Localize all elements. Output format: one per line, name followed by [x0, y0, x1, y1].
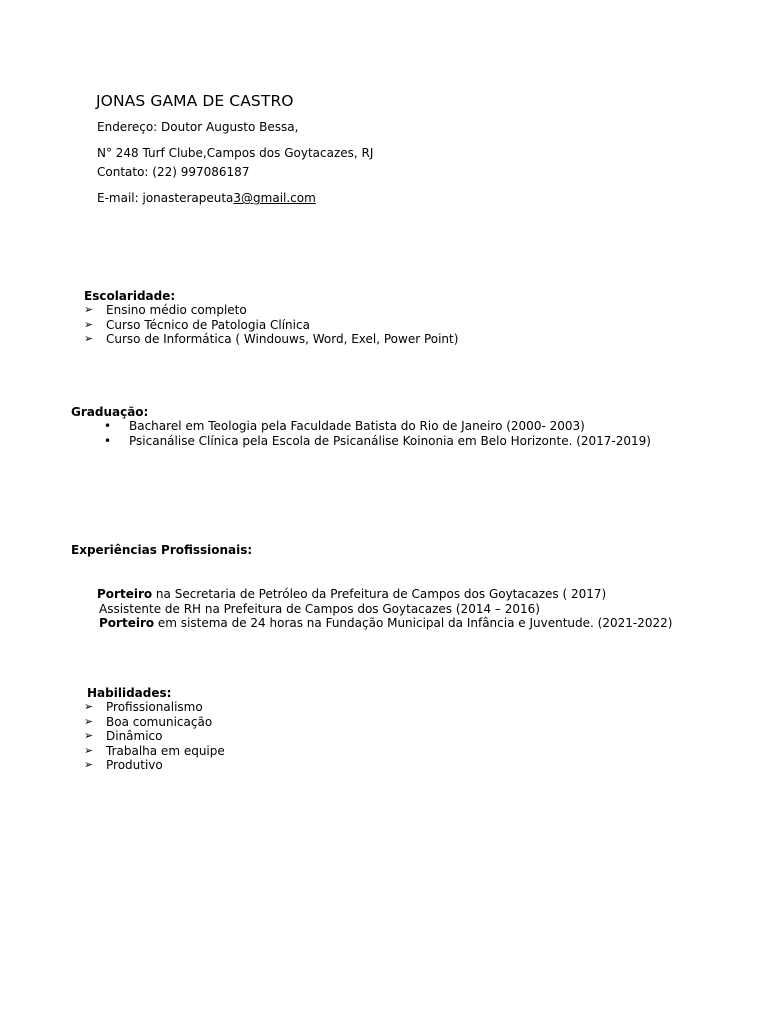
- email-link[interactable]: 3@gmail.com: [233, 191, 316, 205]
- experiencias-list: [97, 587, 737, 631]
- email-line: [97, 191, 316, 205]
- list-item: ➢ Profissionalismo: [84, 700, 203, 714]
- list-item: • Bacharel em Teologia pela Faculdade Batista do Rio de Janeiro (2000- 2003): [104, 419, 585, 433]
- list-item: ➢ Curso de Informática ( Windouws, Word, Exel, Power Point): [84, 332, 459, 346]
- habilidades-list: [84, 700, 484, 773]
- arrow-bullet-icon: ➢: [84, 714, 94, 728]
- section-title-escolaridade: Escolaridade:: [84, 289, 176, 303]
- address-line-2: N° 248 Turf Clube,Campos dos Goytacazes, RJ: [97, 146, 374, 160]
- experience-line: [97, 616, 737, 631]
- arrow-bullet-icon: ➢: [84, 758, 94, 771]
- experience-text: Assistente de RH na Prefeitura de Campos dos Goytacazes (2014 – 2016): [99, 601, 540, 616]
- list-item: ➢ Ensino médio completo: [84, 303, 247, 317]
- experience-text: na Secretaria de Petróleo da Prefeitura de Campos dos Goytacazes ( 2017): [152, 587, 607, 601]
- arrow-bullet-icon: ➢: [84, 303, 94, 316]
- arrow-bullet-icon: ➢: [84, 743, 94, 757]
- candidate-name: JONAS GAMA DE CASTRO: [96, 92, 294, 110]
- arrow-bullet-icon: ➢: [84, 332, 94, 345]
- email-prefix: E-mail: jonasterapeuta: [97, 191, 234, 205]
- section-title-habilidades: Habilidades:: [87, 686, 172, 700]
- list-item: ➢ Dinâmico: [84, 729, 163, 743]
- section-title-experiencias: Experiências Profissionais:: [71, 543, 253, 557]
- arrow-bullet-icon: ➢: [84, 317, 94, 331]
- dot-bullet-icon: •: [104, 433, 112, 448]
- experience-line: [97, 587, 737, 602]
- list-item: ➢ Curso Técnico de Patologia Clínica: [84, 317, 310, 332]
- escolaridade-list: [84, 303, 684, 347]
- experience-role: Porteiro: [97, 587, 153, 601]
- contact-phone: Contato: (22) 997086187: [97, 165, 250, 179]
- list-item: ➢ Trabalha em equipe: [84, 743, 225, 758]
- arrow-bullet-icon: ➢: [84, 729, 94, 742]
- dot-bullet-icon: •: [104, 419, 112, 433]
- experience-role: Porteiro: [99, 616, 155, 630]
- section-title-graduacao: Graduação:: [71, 405, 149, 419]
- list-item: • Psicanálise Clínica pela Escola de Psicanálise Koinonia em Belo Horizonte. (2017-2019): [104, 433, 651, 448]
- arrow-bullet-icon: ➢: [84, 700, 94, 713]
- experience-line: [97, 602, 737, 617]
- experience-text: em sistema de 24 horas na Fundação Municipal da Infância e Juventude. (2021-2022): [154, 616, 673, 630]
- graduacao-list: [104, 419, 724, 448]
- address-line-1: Endereço: Doutor Augusto Bessa,: [97, 120, 299, 134]
- list-item: ➢ Boa comunicação: [84, 714, 213, 729]
- list-item: ➢ Produtivo: [84, 758, 163, 772]
